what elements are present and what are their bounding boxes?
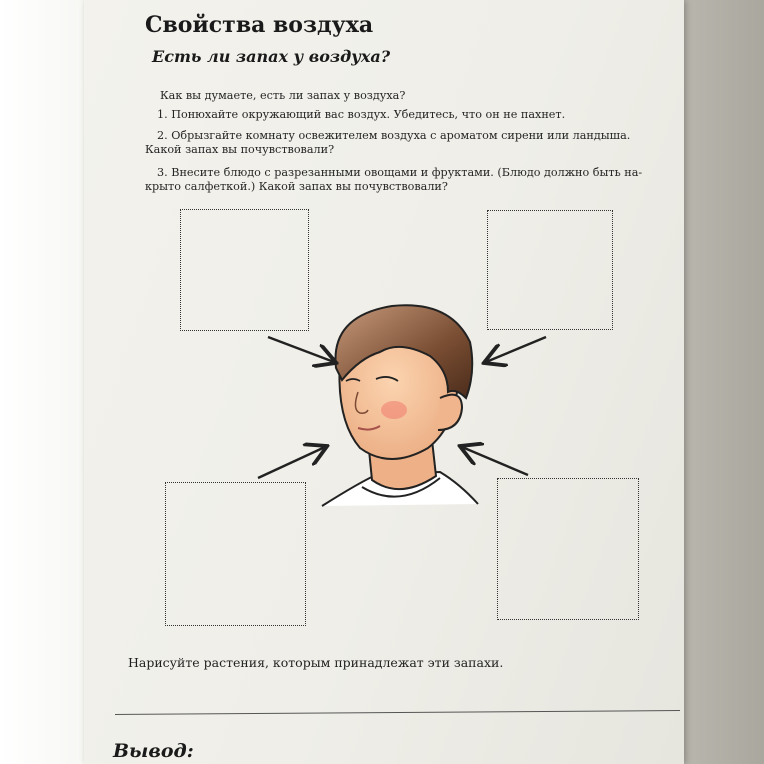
arrow-top-left: [268, 337, 334, 362]
conclusion-label: Вывод:: [113, 740, 194, 762]
page-title: Свойства воздуха: [145, 12, 374, 38]
intro-question: Как вы думаете, есть ли запах у воздуха?: [160, 89, 406, 102]
page-subtitle: Есть ли запах у воздуха?: [152, 47, 391, 66]
arrow-bottom-right: [462, 447, 528, 475]
instruction-1: 1. Понюхайте окружающий вас воздух. Убедитесь, что он не пахнет.: [157, 108, 566, 121]
instruction-2: 2. Обрызгайте комнату освежителем воздуха с ароматом сирени или ландыша. Какой запах вы почувствовали?: [145, 129, 631, 156]
arrow-top-right: [486, 337, 546, 362]
drawing-instruction: Нарисуйте растения, которым принадлежат эти запахи.: [128, 655, 504, 670]
instruction-3: 3. Внесите блюдо с разрезанными овощами и фруктами. (Блюдо должно быть на-крыто салфеткой.) Какой запах вы почувствовали?: [145, 166, 643, 193]
boy-head: [335, 305, 472, 459]
arrow-bottom-left: [258, 447, 325, 478]
